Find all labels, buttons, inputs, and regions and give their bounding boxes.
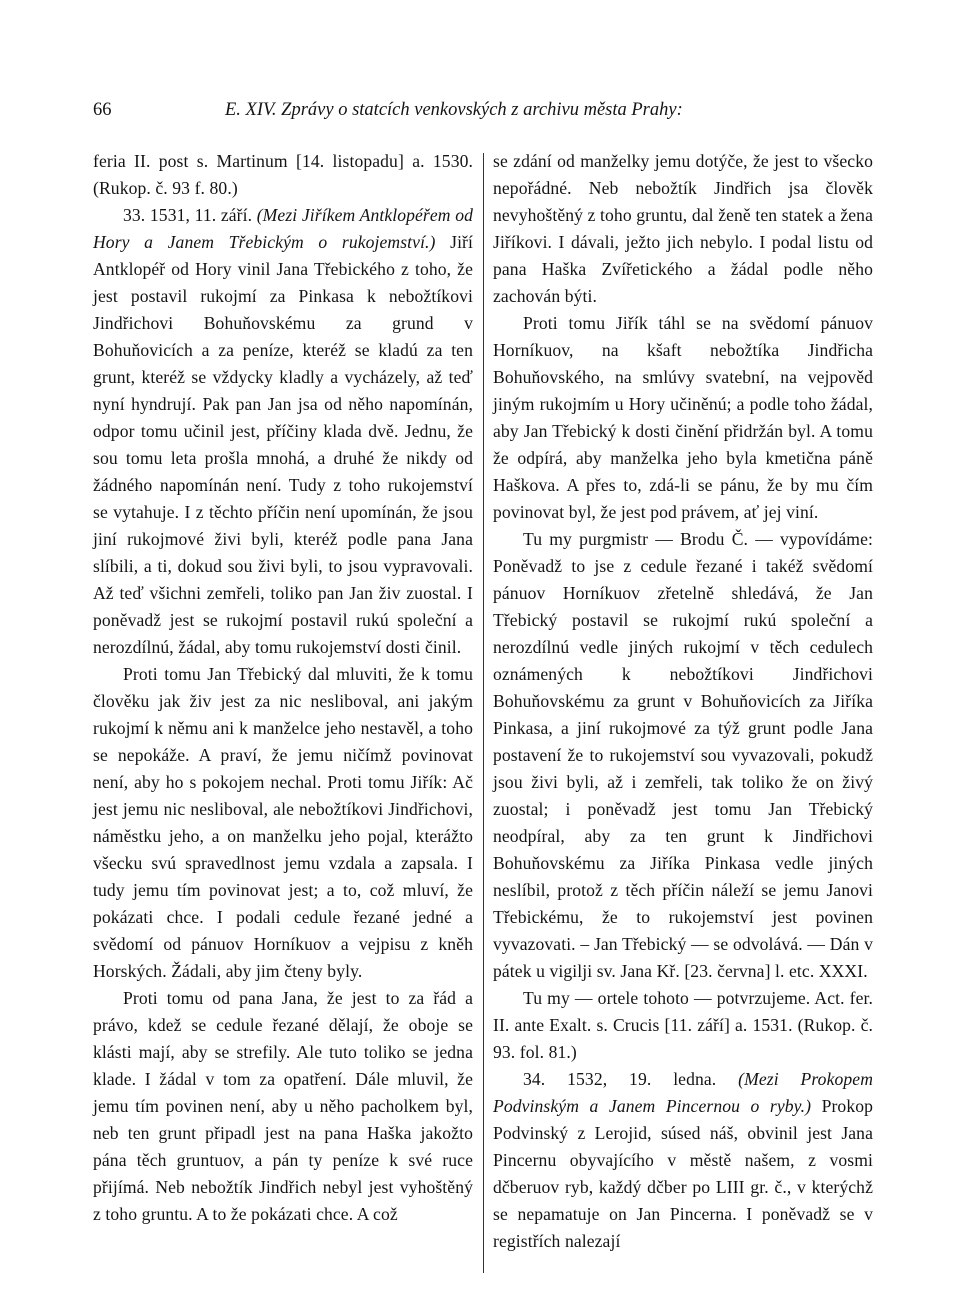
running-title: E. XIV. Zprávy o statcích venkovských z archivu města Prahy: [225, 100, 683, 120]
paragraph: Proti tomu Jan Třebický dal mluviti, že k tomu člověku jak živ jest za nic nesliboval, ani jakým rukojmí k němu ani k manželce jeho nestavěl, a toho se nepokáže. A praví, že jemu ničímž povinovat není, aby ho s pokojem nechal. Proti tomu Jiřík: Ač jest jemu nic nesliboval, ale nebožtíkovi Jindřichovi, náměstku jeho, a on manželku jeho pojal, kterážto všecku svú spravedlnost jemu vzdala a zapsala. I tudy jemu tím povinovat jest; a to, což mluví, že pokázati chce. I podali cedule řezané jedné a svědomí od pánuov Horníkuov a vejpisu z kněh Horských. Žádali, aby jim čteny byly. [93, 664, 473, 981]
right-column [493, 148, 873, 1255]
paragraph: Tu my purgmistr — Brodu Č. — vypovídáme: Poněvadž to jse z cedule řezané i takéž svědomí pánuov Horníkuov zřetelně shledává, že Jan Třebický postavil se rukojmí rukú společní a nerozdílnú vedle jiných rukojmí v těch cedulech oznámených k nebožtíkovi Jindřichovi Bohuňovskému za grunt v Bohuňovicích za Jiříka Pinkasa, a jiní rukojmové za týž grunt podle Jana postavení že to rukojemství sou vyvazovali, pokudž jsou živi byli, až i zemřeli, tak toliko že on živý zuostal; i poněvadž jest tomu Jan Třebický neodpíral, aby za ten grunt k Jindřichovi Bohuňovskému za Jiříka Pinkasa vedle jiných neslíbil, protož z těch příčin náleží se jemu Janovi Třebickému, že to rukojemství jest povinen vyvazovati. – Jan Třebický — se odvolává. — Dán v pátek u vigilji sv. Jana Kř. [23. června] l. etc. XXXI. [493, 529, 873, 981]
paragraph: Proti tomu od pana Jana, že jest to za řád a právo, kdež se cedule řezané dělají, že oboje se klásti mají, aby se strefily. Ale tuto toliko se jedna klade. I žádal v tom za opatření. Dále mluvil, že jemu tím povinen není, aby u něho pacholkem byl, neb ten grunt připadl jest na pana Haška jakožto pána těch gruntuov, a pán ty peníze k své ruce přijímá. Neb nebožtík Jindřich nebyl jest vyhoštěný z toho gruntu. A to že pokázati chce. A což [93, 988, 473, 1224]
paragraph: Proti tomu Jiřík táhl se na svědomí pánuov Horníkuov, na kšaft nebožtíka Jindřicha Bohuňovského, na smlúvy svatební, na vejpověd jiným rukojmím u Hory učiněnú; a podle toho žádal, aby Jan Třebický k dosti činění přidržán byl. A tomu že odpírá, aby manželka jeho byla kmetična páně Haškova. A přes to, zdá-li se pánu, že by mu čím povinovat byl, že jest pod právem, ať jej viní. [493, 313, 873, 522]
paragraph: feria II. post s. Martinum [14. listopadu] a. 1530. (Rukop. č. 93 f. 80.) [93, 151, 473, 198]
left-column [93, 148, 473, 1228]
entry-number: 34. 1532, 19. ledna. [523, 1069, 717, 1089]
entry-34 [493, 1066, 873, 1255]
entry-33 [93, 202, 473, 661]
entry-number: 33. 1531, 11. září. [123, 205, 253, 225]
column-divider [483, 153, 484, 1273]
entry-text: Jiří Antklopéř od Hory vinil Jana Třebického z toho, že jest postavil rukojmí za Pinkasa k nebožtíkovi Jindřichovi Bohuňovskému za grund v Bohuňovicích a za peníze, kteréž se kladú za ten grunt, kteréž se vždycky kladly a vycházely, až teď nyní hyndrují. Pak pan Jan jsa od něho napomínán, odpor tomu učinil jest, příčiny klada dvě. Jednu, že sou tomu leta prošla mnohá, a druhé že nikdy od žádného napomínán není. Tudy z toho rukojemství se vytahuje. I z těchto příčin není upomínán, že jsou jiní rukojmové živi byli, kteréž podle pana Jana slíbili, a ti, dokud sou živi byli, to jsou vypravovali. Až teď všichni zemřeli, toliko pan Jan živ zuostal. I poněvadž jest se rukojmí postavil rukú společní a nerozdílnú, žádal, aby tomu rukojemství dosti činil. [93, 232, 474, 657]
paragraph: Tu my — ortele tohoto — potvrzujeme. Act. fer. II. ante Exalt. s. Crucis [11. září] a. 1531. (Rukop. č. 93. fol. 81.) [493, 988, 873, 1062]
paragraph: se zdání od manželky jemu dotýče, že jest to všecko nepořádné. Neb nebožtík Jindřich jsa člověk nevyhoštěný z toho gruntu, dal ženě ten statek a žena Jiříkovi. I dávali, ježto jich nebylo. I podal listu od pana Haška Zvířetického a žádal podle něho zachován býti. [493, 151, 873, 306]
entry-title: (Mezi Prokopem Podvinským a Janem Pincernou o ryby.) [493, 1069, 873, 1116]
entry-text: Prokop Podvinský z Lerojid, súsed náš, obvinil jest Jana Pincernu obyvajícího v městě našem, z vosmi dčberuov ryb, každý dčber po LIII gr. č., v kterýchž se nepamatuje on Jan Pincerna. I poněvadž se v registřích nalezají [493, 1096, 874, 1251]
page-number: 66 [93, 100, 112, 120]
entry-title: (Mezi Jiříkem Antklopéřem od Hory a Janem Třebickým o rukojemství.) [93, 205, 473, 252]
page-header [93, 100, 869, 126]
